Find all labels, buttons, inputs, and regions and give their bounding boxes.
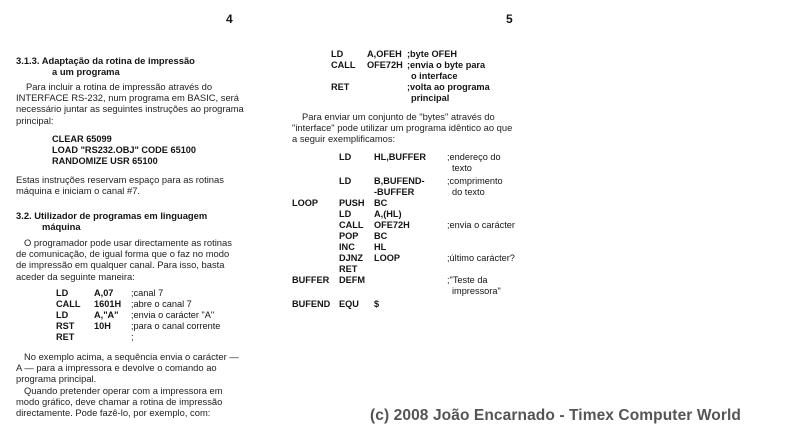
text-line: Para incluir a rotina de impressão através do xyxy=(26,81,213,92)
asm-opcode: CALL xyxy=(331,60,356,70)
asm-row xyxy=(331,71,531,82)
asm-operand: B,BUFEND- xyxy=(374,176,425,186)
asm-listing-loop xyxy=(292,152,552,308)
asm-row xyxy=(292,209,552,220)
asm-operand: A,(HL) xyxy=(374,209,402,219)
asm-comment: ; xyxy=(131,332,134,342)
asm-row xyxy=(331,82,531,93)
asm-operand: -BUFFER xyxy=(374,187,415,197)
asm-comment: ;comprimento xyxy=(447,176,503,186)
asm-opcode: INC xyxy=(339,242,355,252)
asm-opcode: DEFM xyxy=(339,275,366,285)
paragraph-example-explain xyxy=(16,351,239,418)
asm-operand: OFE72H xyxy=(367,60,403,70)
asm-operand: A,07 xyxy=(94,288,114,298)
asm-comment: ;"Teste da xyxy=(447,275,488,285)
asm-opcode: LD xyxy=(339,209,352,219)
text-line: de impressão em qualquer canal. Para isso, basta xyxy=(16,259,225,271)
asm-operand: OFE72H xyxy=(374,220,410,230)
asm-operand: 10H xyxy=(94,321,111,331)
asm-comment: ;volta ao programa xyxy=(407,82,490,92)
text-line: programa principal. xyxy=(16,373,97,385)
asm-row xyxy=(56,332,276,343)
section-heading-line-2: a um programa xyxy=(52,66,120,77)
asm-row xyxy=(292,187,552,198)
text-line: No exemplo acima, a sequência envia o carácter — xyxy=(24,351,239,362)
asm-comment: ;endereço do xyxy=(447,152,501,162)
text-line: INTERFACE RS-232, num programa em BASIC, será xyxy=(16,92,239,104)
asm-opcode: RST xyxy=(56,321,75,331)
asm-row xyxy=(56,288,276,299)
asm-comment: ;envia o carácter "A" xyxy=(131,310,215,320)
asm-row xyxy=(331,60,531,71)
paragraph-send-bytes xyxy=(292,111,512,145)
text-line: máquina e iniciam o canal #7. xyxy=(16,185,141,197)
asm-opcode: RET xyxy=(339,264,358,274)
asm-opcode: RET xyxy=(331,82,350,92)
asm-row xyxy=(292,198,552,209)
text-line: Para enviar um conjunto de "bytes" através do xyxy=(302,111,495,122)
asm-row xyxy=(292,242,552,253)
text-line: A — para a impressora e devolve o comando ao xyxy=(16,362,217,374)
asm-comment: ;último carácter? xyxy=(447,253,515,263)
asm-comment: o interface xyxy=(411,71,458,81)
code-line: CLEAR 65099 xyxy=(52,134,112,144)
asm-comment: ;para o canal corrente xyxy=(131,321,221,331)
asm-opcode: LD xyxy=(56,310,69,320)
asm-opcode: PUSH xyxy=(339,198,365,208)
asm-opcode: CALL xyxy=(339,220,364,230)
asm-operand: BC xyxy=(374,231,388,241)
asm-row xyxy=(292,231,552,242)
page-number-left: 4 xyxy=(226,12,233,26)
asm-comment: ;byte OFEH xyxy=(407,49,458,59)
asm-comment: ;envia o byte para xyxy=(407,60,486,70)
paragraph-reserve xyxy=(16,174,224,196)
asm-block-byte xyxy=(331,49,531,105)
asm-opcode: CALL xyxy=(56,299,81,309)
asm-opcode: LD xyxy=(56,288,69,298)
section-heading-line-2: máquina xyxy=(42,221,81,232)
asm-operand: LOOP xyxy=(374,253,401,263)
asm-row xyxy=(56,299,276,310)
asm-comment: principal xyxy=(411,93,450,103)
asm-block-channel xyxy=(56,288,276,344)
text-line: aceder da seguinte maneira: xyxy=(16,270,135,282)
asm-row xyxy=(292,286,552,297)
text-line: principal: xyxy=(16,114,54,126)
asm-comment: do texto xyxy=(452,187,485,197)
asm-label: BUFFER xyxy=(292,275,330,285)
asm-row xyxy=(292,264,552,275)
asm-row xyxy=(292,152,552,163)
asm-comment: ;abre o canal 7 xyxy=(131,299,192,309)
section-heading-3-2 xyxy=(16,210,207,232)
asm-label: LOOP xyxy=(292,198,319,208)
text-line: Estas instruções reservam espaço para as rotinas xyxy=(16,174,224,185)
asm-opcode: RET xyxy=(56,332,75,342)
asm-opcode: LD xyxy=(339,176,352,186)
asm-opcode: LD xyxy=(339,152,352,162)
asm-label: BUFEND xyxy=(292,299,331,309)
asm-opcode: DJNZ xyxy=(339,253,363,263)
asm-row xyxy=(331,49,531,60)
asm-row xyxy=(292,163,552,174)
asm-comment: impressora" xyxy=(452,286,501,296)
section-heading-3-1-3 xyxy=(16,55,195,77)
page-number-right: 5 xyxy=(506,12,513,26)
asm-operand: 1601H xyxy=(94,299,122,309)
asm-comment: ;canal 7 xyxy=(131,288,164,298)
paragraph-intro xyxy=(16,81,244,126)
asm-operand: BC xyxy=(374,198,388,208)
asm-row xyxy=(56,310,276,321)
text-line: de comunicação, de igual forma que o faz no modo xyxy=(16,248,230,260)
basic-code-block xyxy=(52,134,196,167)
section-heading-line-1: 3.2. Utilizador de programas em linguagem xyxy=(16,210,208,221)
asm-row xyxy=(331,93,531,104)
paragraph-programmer xyxy=(16,237,232,282)
asm-row xyxy=(292,176,552,187)
text-line: Quando pretender operar com a impressora em xyxy=(24,384,223,396)
copyright-watermark: (c) 2008 João Encarnado - Timex Computer World xyxy=(370,407,741,424)
text-line: "interface" pode utilizar um programa idêntico ao que xyxy=(292,122,513,134)
section-heading-line-1: 3.1.3. Adaptação da rotina de impressão xyxy=(16,55,195,66)
text-line: directamente. Pode fazê-lo, por exemplo, com: xyxy=(16,407,211,419)
asm-row xyxy=(292,220,552,231)
asm-comment: texto xyxy=(452,163,472,173)
asm-opcode: LD xyxy=(331,49,344,59)
asm-opcode: EQU xyxy=(339,299,359,309)
asm-operand: A,OFEH xyxy=(367,49,402,59)
asm-row xyxy=(292,253,552,264)
asm-operand: HL,BUFFER xyxy=(374,152,427,162)
code-line: LOAD "RS232.OBJ" CODE 65100 xyxy=(52,145,197,155)
asm-row xyxy=(56,321,276,332)
asm-row xyxy=(292,299,552,310)
text-line: a seguir exemplificamos: xyxy=(292,133,396,145)
asm-opcode: POP xyxy=(339,231,359,241)
asm-row xyxy=(292,275,552,286)
text-line: O programador pode usar directamente as rotinas xyxy=(24,237,232,248)
text-line: modo gráfico, deve chamar a rotina de impressão xyxy=(16,395,223,407)
asm-operand: A,"A" xyxy=(94,310,119,320)
asm-comment: ;envia o carácter xyxy=(447,220,515,230)
asm-operand: $ xyxy=(374,299,380,309)
asm-operand: HL xyxy=(374,242,387,252)
text-line: necessário juntar as seguintes instruções ao programa xyxy=(16,103,244,115)
code-line: RANDOMIZE USR 65100 xyxy=(52,156,158,166)
